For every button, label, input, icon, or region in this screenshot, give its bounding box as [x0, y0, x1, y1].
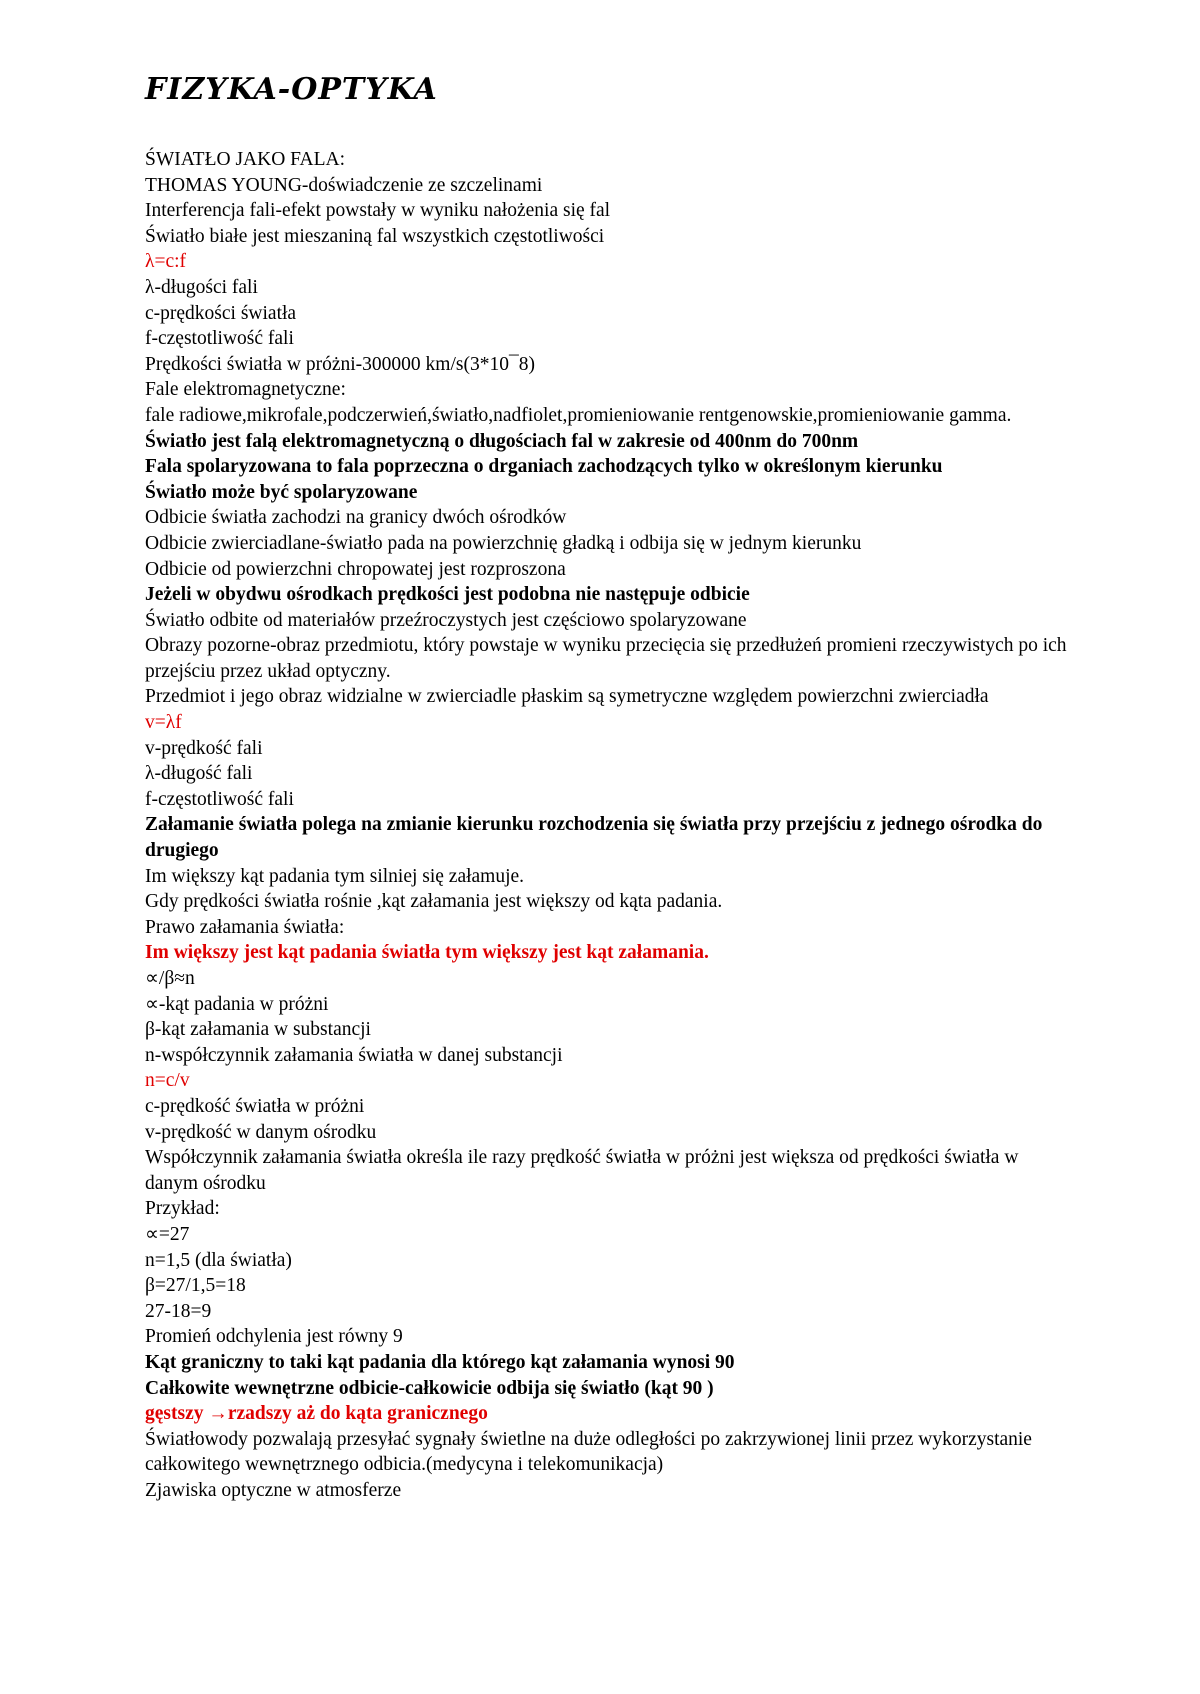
text-line: n=1,5 (dla światła): [145, 1249, 292, 1271]
text-line: Współczynnik załamania światła określa ile razy prędkość światła w próżni jest większa od prędkości światła w danym ośrodku: [145, 1147, 1019, 1194]
text-line: Obrazy pozorne-obraz przedmiotu, który powstaje w wyniku przecięcia się przedłużeń promieni rzeczywistych po ich przejściu przez układ optyczny.: [145, 635, 1067, 682]
text-line: f-częstotliwość fali: [145, 328, 294, 350]
text-line: Odbicie światła zachodzi na granicy dwóch ośrodków: [145, 507, 567, 529]
text-line: Światłowody pozwalają przesyłać sygnały świetlne na duże odległości po zakrzywionej linii przez wykorzystanie całkowitego wewnętrznego odbicia.(medycyna i telekomunikacja): [145, 1428, 1032, 1476]
text-line: λ-długości fali: [145, 276, 258, 298]
text-line: n=c/v: [145, 1070, 190, 1092]
text-line: Gdy prędkości światła rośnie ,kąt załamania jest większy od kąta padania.: [145, 891, 723, 913]
text-line: Załamanie światła polega na zmianie kierunku rozchodzenia się światła przy przejściu z jednego ośrodka do drugiego: [145, 814, 1043, 862]
text-line: 27-18=9: [145, 1300, 212, 1322]
text-line: Jeżeli w obydwu ośrodkach prędkości jest podobna nie następuje odbicie: [145, 584, 750, 606]
text-line: Zjawiska optyczne w atmosferze: [145, 1479, 402, 1501]
text-line: gęstszy →rzadszy aż do kąta granicznego: [145, 1403, 488, 1425]
text-line: n-współczynnik załamania światła w danej substancji: [145, 1044, 563, 1066]
text-line: Światło może być spolaryzowane: [145, 481, 418, 503]
document-body: [145, 147, 1075, 1503]
text-line: Promień odchylenia jest równy 9: [145, 1326, 403, 1348]
text-line: c-prędkość światła w próżni: [145, 1095, 365, 1117]
text-line: Odbicie zwierciadlane-światło pada na powierzchnię gładką i odbija się w jednym kierunku: [145, 532, 862, 554]
text-line: v=λf: [145, 712, 182, 734]
text-line: Światło białe jest mieszaniną fal wszystkich częstotliwości: [145, 225, 605, 247]
text-line: β-kąt załamania w substancji: [145, 1019, 371, 1041]
text-line: Interferencja fali-efekt powstały w wyniku nałożenia się fal: [145, 200, 611, 222]
text-line: ∝=27: [145, 1223, 190, 1245]
text-line: f-częstotliwość fali: [145, 788, 294, 810]
text-line: Prawo załamania światła:: [145, 916, 345, 938]
text-line: Prędkości światła w próżni-300000 km/s(3*10¯8): [145, 353, 535, 375]
text-line: Całkowite wewnętrzne odbicie-całkowicie odbija się światło (kąt 90 ): [145, 1377, 714, 1399]
text-line: Fala spolaryzowana to fala poprzeczna o drganiach zachodzących tylko w określonym kierunku: [145, 456, 943, 478]
text-line: ∝/β≈n: [145, 968, 195, 989]
text-line: Przykład:: [145, 1198, 220, 1220]
text-line: Światło jest falą elektromagnetyczną o długościach fal w zakresie od 400nm do 700nm: [145, 430, 859, 452]
text-line: Im większy jest kąt padania światła tym większy jest kąt załamania.: [145, 942, 709, 964]
text-line: Światło odbite od materiałów przeźroczystych jest częściowo spolaryzowane: [145, 609, 747, 631]
text-line: λ-długość fali: [145, 763, 253, 785]
text-line: Kąt graniczny to taki kąt padania dla którego kąt załamania wynosi 90: [145, 1351, 735, 1373]
text-line: ∝-kąt padania w próżni: [145, 993, 329, 1015]
text-line: ŚWIATŁO JAKO FALA:: [145, 149, 346, 170]
text-line: β=27/1,5=18: [145, 1275, 246, 1297]
text-line: Fale elektromagnetyczne:: [145, 379, 346, 401]
text-line: v-prędkość w danym ośrodku: [145, 1121, 377, 1143]
text-line: THOMAS YOUNG-doświadczenie ze szczelinami: [145, 174, 543, 196]
text-line: Odbicie od powierzchni chropowatej jest rozproszona: [145, 558, 566, 580]
page-title: FIZYKA-OPTYKA: [145, 72, 438, 107]
text-line: Przedmiot i jego obraz widzialne w zwierciadle płaskim są symetryczne względem powierzchni zwierciadła: [145, 686, 989, 708]
text-line: fale radiowe,mikrofale,podczerwień,światło,nadfiolet,promieniowanie rentgenowskie,promieniowanie gamma.: [145, 404, 1012, 426]
text-line: v-prędkość fali: [145, 737, 263, 759]
text-line: λ=c:f: [145, 251, 187, 273]
text-line: Im większy kąt padania tym silniej się załamuje.: [145, 865, 525, 887]
text-line: c-prędkości światła: [145, 302, 297, 324]
